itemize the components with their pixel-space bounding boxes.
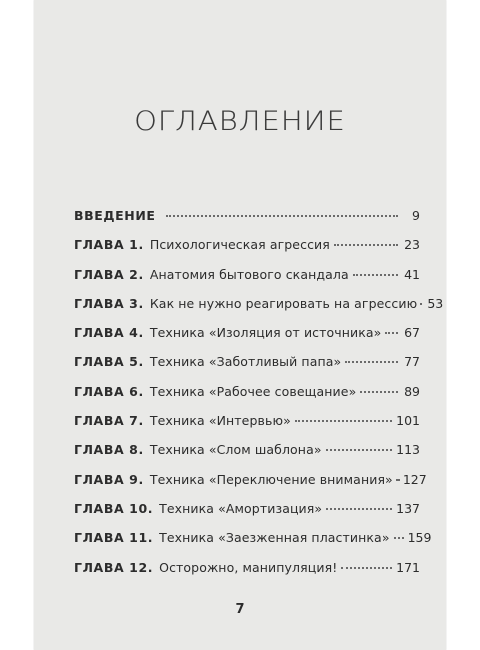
toc-entry-label: ГЛАВА 9. (74, 471, 144, 487)
toc-dot-leader (326, 449, 393, 451)
toc-entry-introduction (74, 208, 420, 237)
toc-entry-title: Анатомия бытового скандала (149, 266, 349, 282)
toc-entry-chapter-12 (74, 560, 420, 589)
toc-dot-leader (385, 332, 398, 334)
toc-entry-label: ГЛАВА 5. (74, 354, 144, 370)
toc-entry-title: Техника «Заботливый папа» (149, 354, 342, 370)
toc-dot-leader (420, 303, 422, 305)
page-title: ОГЛАВЛЕНИЕ (134, 105, 346, 137)
toc-entry-page: 77 (404, 354, 420, 370)
toc-entry-title: Техника «Амортизация» (159, 500, 323, 516)
toc-entry-label: ГЛАВА 8. (74, 442, 144, 458)
book-page (34, 0, 446, 650)
toc-entry-title: Психологическая агрессия (149, 237, 330, 253)
toc-entry-page: 9 (412, 208, 420, 223)
toc-dot-leader (394, 537, 404, 539)
toc-entry-chapter-7 (74, 413, 420, 442)
toc-entry-chapter-2 (74, 267, 420, 296)
toc-entry-label: ГЛАВА 7. (74, 413, 144, 429)
toc-entry-chapter-1 (74, 237, 420, 266)
toc-entry-page: 101 (396, 413, 420, 429)
toc-entry-label: ВВЕДЕНИЕ (74, 208, 156, 223)
toc-entry-chapter-11 (74, 530, 432, 559)
toc-entry-page: 127 (402, 471, 427, 487)
toc-entry-page: 53 (427, 295, 444, 311)
toc-entry-page: 67 (404, 325, 420, 341)
toc-entry-label: ГЛАВА 6. (74, 383, 144, 399)
toc-dot-leader (345, 361, 398, 363)
toc-entry-title: Осторожно, манипуляция! (159, 559, 338, 575)
toc-entry-title: Техника «Слом шаблона» (149, 442, 322, 458)
toc-entry-page: 113 (396, 442, 420, 458)
toc-entry-label: ГЛАВА 1. (74, 237, 144, 253)
toc-dot-leader (295, 420, 392, 422)
toc-entry-chapter-5 (74, 354, 420, 383)
toc-entry-chapter-4 (74, 325, 420, 354)
table-of-contents (74, 208, 444, 589)
toc-entry-title: Техника «Изоляция от источника» (149, 325, 382, 341)
toc-entry-title: Техника «Интервью» (149, 413, 291, 429)
toc-entry-title: Техника «Рабочее совещание» (149, 383, 357, 399)
toc-entry-chapter-9 (74, 471, 427, 501)
toc-entry-page: 23 (404, 237, 420, 253)
toc-entry-label: ГЛАВА 10. (74, 500, 154, 516)
toc-entry-title: Техника «Переключение внимания» (149, 471, 393, 487)
toc-entry-label: ГЛАВА 12. (74, 559, 154, 575)
toc-entry-label: ГЛАВА 2. (74, 266, 144, 282)
toc-entry-title: Как не нужно реагировать на агрессию (149, 295, 418, 311)
toc-dot-leader (326, 508, 392, 510)
toc-dot-leader (396, 479, 400, 481)
toc-entry-page: 89 (404, 383, 420, 399)
toc-entry-label: ГЛАВА 4. (74, 325, 144, 341)
toc-entry-label: ГЛАВА 3. (74, 295, 144, 311)
toc-entry-page: 171 (396, 559, 420, 575)
toc-entry-label: ГЛАВА 11. (74, 530, 154, 546)
toc-dot-leader (360, 391, 398, 393)
toc-dot-leader (353, 274, 398, 276)
toc-entry-page: 137 (396, 500, 420, 516)
page-number: 7 (235, 602, 245, 617)
toc-entry-page: 159 (407, 530, 432, 546)
toc-entry-chapter-3 (74, 295, 444, 325)
toc-dot-leader (166, 215, 398, 217)
toc-entry-chapter-8 (74, 442, 420, 471)
toc-entry-chapter-6 (74, 384, 420, 413)
toc-entry-title: Техника «Заезженная пластинка» (159, 530, 390, 546)
toc-dot-leader (341, 567, 392, 569)
toc-entry-page: 41 (404, 266, 420, 282)
toc-entry-chapter-10 (74, 501, 420, 530)
toc-dot-leader (334, 244, 398, 246)
